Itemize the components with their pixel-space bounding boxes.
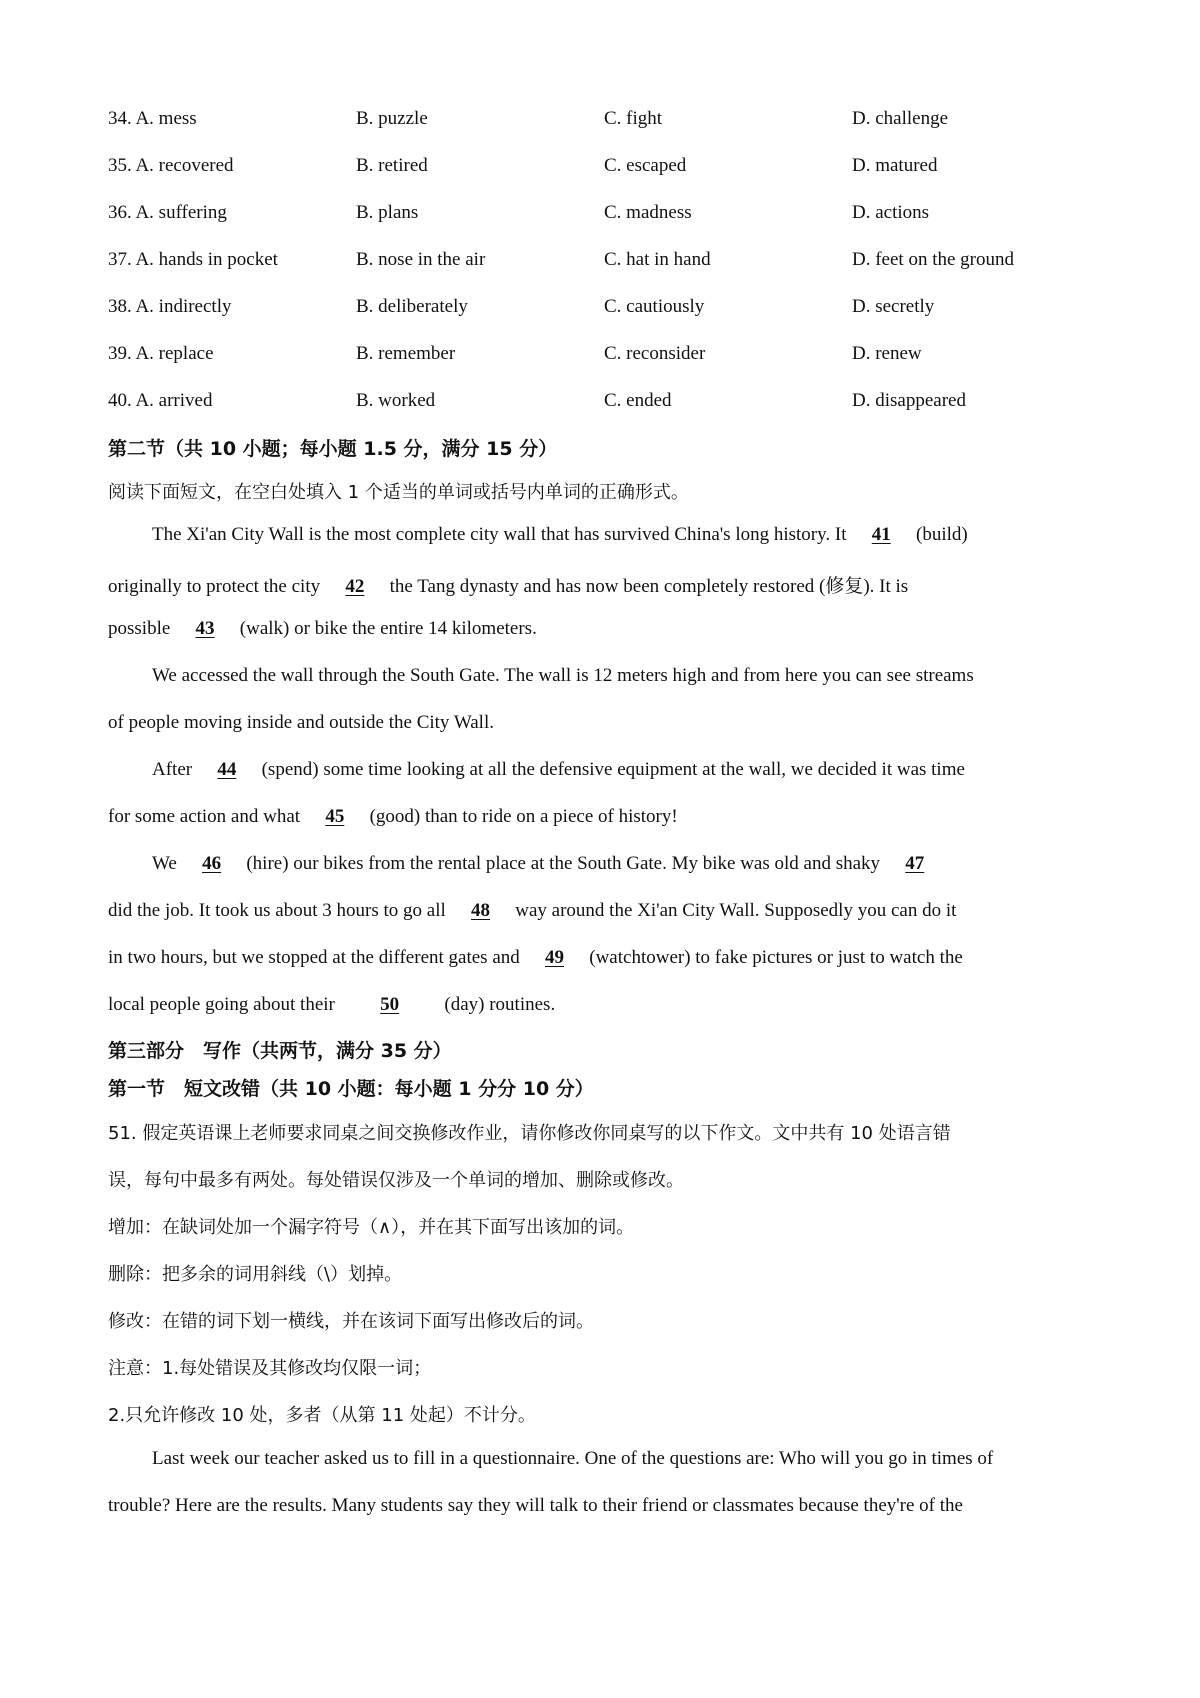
option-b: B. deliberately [356,296,468,317]
option-b: B. remember [356,343,456,364]
passage-text: (hire) our bikes from the rental place at the South Gate. My bike was old and shaky [246,853,881,874]
option-c: C. hat in hand [604,249,711,270]
option-b: B. plans [356,202,419,223]
option-row-34 [108,108,1108,138]
option-a: 39. A. replace [108,343,214,364]
option-d: D. feet on the ground [852,249,1014,270]
option-d: D. disappeared [852,390,966,411]
option-row-39 [108,343,1108,373]
option-b: B. retired [356,155,428,176]
passage-text: possible [108,618,171,639]
option-c: C. fight [604,108,663,129]
passage-line [108,947,1108,969]
question-51-line: 51. 假定英语课上老师要求同桌之间交换修改作业，请你修改你同桌写的以下作文。文中共有 10 处语言错 [108,1123,951,1144]
option-c: C. escaped [604,155,687,176]
option-a: 40. A. arrived [108,390,213,411]
passage-text: (spend) some time looking at all the defensive equipment at the wall, we decided it was time [261,759,965,780]
option-b: B. puzzle [356,108,428,129]
passage-line [108,994,1108,1016]
option-c: C. madness [604,202,692,223]
passage-text: local people going about their [108,994,335,1015]
passage-text: for some action and what [108,806,301,827]
passage-line [108,571,1108,598]
option-a: 34. A. mess [108,108,197,129]
blank-41: 41 [871,524,891,545]
passage-line [108,806,1108,828]
blank-49: 49 [545,947,564,968]
blank-42: 42 [345,576,365,597]
option-row-38 [108,296,1108,326]
option-d: D. secretly [852,296,935,317]
option-d: D. challenge [852,108,949,129]
passage-text: in two hours, but we stopped at the different gates and [108,947,520,968]
instruction-modify: 修改：在错的词下划一横线，并在该词下面写出修改后的词。 [108,1311,594,1332]
option-c: C. ended [604,390,672,411]
passage-text: (walk) or bike the entire 14 kilometers. [239,618,537,639]
passage-text: did the job. It took us about 3 hours to go all [108,900,446,921]
option-a: 36. A. suffering [108,202,227,223]
passage-line: We accessed the wall through the South Gate. The wall is 12 meters high and from here you can see streams [152,665,974,686]
note-2: 2.只允许修改 10 处，多者（从第 11 处起）不计分。 [108,1405,536,1426]
blank-50: 50 [380,994,400,1015]
option-c: C. cautiously [604,296,705,317]
passage-text: We [152,853,177,874]
option-row-40 [108,390,1108,420]
option-row-36 [108,202,1108,232]
option-d: D. matured [852,155,938,176]
option-a: 37. A. hands in pocket [108,249,278,270]
option-d: D. actions [852,202,930,223]
passage-line [108,900,1108,922]
blank-47: 47 [905,853,925,874]
passage-text: After [152,759,193,780]
option-b: B. worked [356,390,436,411]
passage-line [108,618,1108,640]
essay-line: Last week our teacher asked us to fill in a questionnaire. One of the questions are: Who will you go in times of [152,1448,994,1469]
passage-line [152,759,1108,781]
passage-text: (day) routines. [444,994,556,1015]
blank-48: 48 [471,900,491,921]
blank-44: 44 [217,759,237,780]
passage-text: (watchtower) to fake pictures or just to watch the [589,947,963,968]
passage-text: The Xi'an City Wall is the most complete city wall that has survived China's long history. It [152,524,847,545]
option-d: D. renew [852,343,922,364]
option-a: 38. A. indirectly [108,296,232,317]
passage-text: originally to protect the city [108,576,321,597]
section2-heading: 第二节（共 10 小题；每小题 1.5 分，满分 15 分） [108,438,558,460]
option-row-35 [108,155,1108,185]
passage-text: (good) than to ride on a piece of history! [369,806,678,827]
option-b: B. nose in the air [356,249,486,270]
option-row-37 [108,249,1108,279]
option-c: C. reconsider [604,343,706,364]
passage-line [152,524,1108,546]
passage-line [152,853,1108,875]
blank-45: 45 [325,806,345,827]
instruction-delete: 删除：把多余的词用斜线（\）划掉。 [108,1264,403,1285]
part3-heading: 第三部分 写作（共两节，满分 35 分） [108,1040,452,1062]
question-51-line: 误，每句中最多有两处。每处错误仅涉及一个单词的增加、删除或修改。 [108,1170,684,1191]
part3-subheading: 第一节 短文改错（共 10 小题：每小题 1 分分 10 分） [108,1078,594,1100]
section2-instruction: 阅读下面短文，在空白处填入 1 个适当的单词或括号内单词的正确形式。 [108,482,689,503]
essay-line: trouble? Here are the results. Many students say they will talk to their friend or classmates because they're of the [108,1495,963,1516]
passage-text: way around the Xi'an City Wall. Supposedly you can do it [515,900,957,921]
note-1: 注意：1.每处错误及其修改均仅限一词； [108,1358,432,1379]
passage-text: the Tang dynasty and has now been completely restored (修复). It is [389,576,909,597]
passage-text: (build) [916,524,968,545]
option-a: 35. A. recovered [108,155,234,176]
passage-line: of people moving inside and outside the City Wall. [108,712,494,733]
blank-46: 46 [202,853,222,874]
blank-43: 43 [195,618,215,639]
instruction-add: 增加：在缺词处加一个漏字符号（∧），并在其下面写出该加的词。 [108,1217,635,1238]
